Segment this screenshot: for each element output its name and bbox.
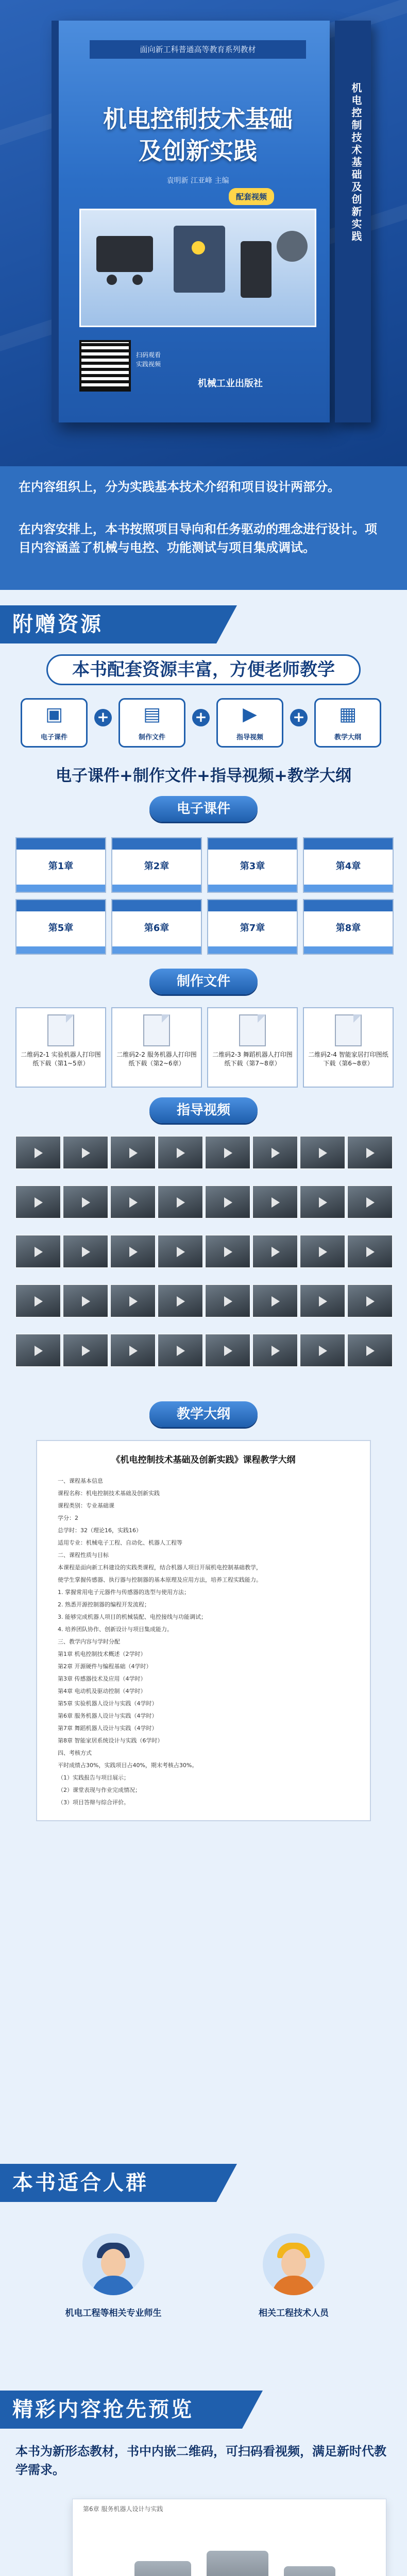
syllabus-line: 第1章 机电控制技术概述（2学时） [58,1651,146,1657]
syllabus-line: 2. 熟悉开源控制器的编程开发流程； [58,1601,150,1608]
slide-header-bar [16,838,105,850]
slide-label: 第1章 [48,861,74,872]
courseware-slide [111,837,202,893]
video-thumbnail [15,1235,61,1268]
audience-banner: 本书适合人群 [0,2164,216,2202]
video-thumbnail [158,1235,203,1268]
slide-header-bar [208,838,297,850]
play-icon [35,1148,43,1158]
play-icon [272,1197,280,1208]
sensor-icon [277,231,308,262]
syllabus-line: 一、课程基本信息 [58,1478,103,1484]
slide-header-bar [304,838,393,850]
play-icon [224,1296,232,1307]
slide-header-bar [208,900,297,911]
video-thumbnail [110,1235,156,1268]
resource-videos [216,698,283,748]
student-avatar [82,2233,144,2295]
resources-summary: 电子课件+制作文件+指导视频+教学大纲 [56,767,351,785]
play-icon [272,1346,280,1356]
syllabus-line: 第5章 实验机器人设计与实践（4学时） [58,1700,158,1707]
courseware-slide [303,899,394,955]
courseware-slide [15,837,106,893]
video-thumbnail [205,1235,250,1268]
play-icon [366,1247,375,1257]
syllabus-line: （3）项目答辩与综合评价。 [58,1799,129,1806]
play-icon [129,1346,138,1356]
video-thumbnail [205,1334,250,1367]
video-thumbnail [158,1185,203,1218]
video-thumbnail [300,1185,345,1218]
syllabus-line: 三、教学内容与学时分配 [58,1638,120,1645]
slide-footer-bar [112,885,201,892]
book-title-line1: 机电控制技术基础 [103,105,293,133]
syllabus-line: 第3章 传感器技术及应用（4学时） [58,1675,146,1682]
file-label: 二维码2-4 智能家居打印图纸下载（第6~8章） [308,1051,388,1067]
body-icon [272,2276,315,2295]
play-icon [272,1247,280,1257]
resource-syllabus [314,698,381,748]
book-publisher: 机械工业出版社 [198,378,263,389]
video-thumbnail [252,1235,298,1268]
courseware-slide [207,899,298,955]
play-icon: ▶ [243,704,257,725]
slide-footer-bar [16,946,105,954]
play-icon [35,1296,43,1307]
syllabus-line: 四、考核方式 [58,1750,92,1756]
video-thumbnail [15,1136,61,1169]
wheel-icon [107,275,117,285]
qr-note-line2: 实践视频 [136,361,161,368]
courseware-slide [207,837,298,893]
slide-label: 第7章 [240,923,265,934]
slide-footer-bar [304,885,393,892]
play-icon [129,1247,138,1257]
qr-note-line1: 扫码观看 [136,351,161,359]
slide-footer-bar [208,885,297,892]
video-pill: 指导视频 [149,1097,258,1123]
page-header: 第6章 服务机器人设计与实践 [83,2505,163,2513]
courseware-slide [303,837,394,893]
play-icon [177,1346,185,1356]
video-thumbnail [252,1334,298,1367]
file-card [303,1007,394,1088]
play-icon [224,1247,232,1257]
syllabus-line: 二、课程性质与目标 [58,1552,109,1558]
preview-page-1 [72,2499,386,2576]
file-card [111,1007,202,1088]
play-icon [177,1296,185,1307]
video-thumbnail [300,1136,345,1169]
syllabus-line: （2）课堂表现与作业完成情况； [58,1787,141,1793]
slide-header-bar [112,900,201,911]
video-thumbnail [63,1235,108,1268]
play-icon [319,1197,327,1208]
audience-engineers [216,2228,371,2347]
resource-label: 制作文件 [138,734,165,741]
video-thumbnail [347,1284,393,1317]
play-icon [35,1197,43,1208]
video-thumbnail [300,1284,345,1317]
plus-icon: + [94,709,112,726]
play-icon [35,1247,43,1257]
courseware-slide [111,899,202,955]
video-thumbnail [347,1185,393,1218]
slide-label: 第4章 [335,861,361,872]
play-icon [177,1247,185,1257]
syllabus-line: 学分：2 [58,1515,78,1521]
syllabus-line: 课程名称：机电控制技术基础及创新实践 [58,1490,160,1497]
file-icon [239,1014,266,1046]
file-card [207,1007,298,1088]
video-thumbnail [252,1284,298,1317]
file-label: 二维码2-2 服务机器人打印图纸下载（第2~6章） [116,1051,197,1067]
slide-footer-bar [304,946,393,954]
slide-footer-bar [208,946,297,954]
engineer-avatar [263,2233,325,2295]
play-icon [366,1197,375,1208]
video-thumbnail [347,1235,393,1268]
play-icon [319,1296,327,1307]
intro-paragraph-2: 在内容安排上，本书按照项目导向和任务驱动的理念进行设计。项目内容涵盖了机械与电控、功能测试与项目集成调试。 [19,522,377,555]
play-icon [319,1148,327,1158]
video-thumbnail [15,1334,61,1367]
audience-label: 相关工程技术人员 [259,2308,329,2318]
play-icon [82,1197,90,1208]
video-thumbnail [205,1136,250,1169]
video-thumbnail [347,1334,393,1367]
play-icon [272,1296,280,1307]
video-thumbnail [300,1235,345,1268]
files-pill: 制作文件 [149,969,258,994]
book-cover [52,21,330,422]
syllabus-line: 4. 培养团队协作、创新设计与项目集成能力。 [58,1626,173,1633]
syllabus-line: 总学时：32（理论16，实践16） [58,1527,142,1534]
slides-icon: ▣ [45,704,63,725]
play-icon [35,1346,43,1356]
book-title [79,103,316,167]
video-thumbnail [63,1136,108,1169]
resource-label: 电子课件 [40,734,67,741]
play-icon [319,1346,327,1356]
book-authors: 袁明新 江亚峰 主编 [166,177,229,185]
audience-students [36,2228,191,2347]
body-icon [92,2276,135,2295]
play-icon [82,1296,90,1307]
slide-header-bar [304,900,393,911]
slide-header-bar [112,838,201,850]
syllabus-icon: ▦ [338,704,357,725]
slide-label: 第8章 [335,923,361,934]
face-icon [281,2249,306,2278]
slide-header-bar [16,900,105,911]
file-icon [47,1014,74,1046]
video-thumbnail [110,1136,156,1169]
syllabus-pill: 教学大纲 [149,1401,258,1427]
video-thumbnail [205,1185,250,1218]
slide-label: 第5章 [48,923,74,934]
slide-footer-bar [16,885,105,892]
video-thumbnail [63,1185,108,1218]
video-thumbnail [347,1136,393,1169]
slide-footer-bar [112,946,201,954]
syllabus-line: 第2章 开源硬件与编程基础（4学时） [58,1663,152,1670]
face-icon [101,2249,126,2278]
play-icon [366,1148,375,1158]
syllabus-line: 1. 掌握常用电子元器件与传感器的选型与使用方法； [58,1589,190,1596]
book-cover-photo [79,209,316,327]
wheel-icon [132,275,143,285]
syllabus-title: 《机电控制技术基础及创新实践》课程教学大纲 [111,1455,296,1465]
video-thumbnail [158,1334,203,1367]
syllabus-line: 使学生掌握传感器、执行器与控制器的基本原理及应用方法，培养工程实践能力。 [58,1577,262,1583]
play-icon [224,1148,232,1158]
book-badge: 配套视频 [229,188,274,205]
audience-label: 机电工程等相关专业师生 [65,2308,162,2318]
resource-label: 指导视频 [236,734,263,741]
video-thumbnail [110,1334,156,1367]
courseware-slide [15,899,106,955]
syllabus-line: 第8章 智能家居系统设计与实践（6学时） [58,1737,163,1744]
robot-car-icon [96,236,153,272]
syllabus-document [36,1440,371,1821]
play-icon [224,1197,232,1208]
syllabus-line: 课程类别：专业基础课 [58,1502,114,1509]
intro-section [0,466,407,590]
play-icon [129,1148,138,1158]
play-icon [82,1247,90,1257]
resource-courseware [21,698,88,748]
play-icon [129,1296,138,1307]
syllabus-line: 适用专业：机械电子工程、自动化、机器人工程等 [58,1539,182,1546]
file-label: 二维码2-3 舞蹈机器人打印图纸下载（第7~8章） [212,1051,293,1067]
syllabus-line: 平时成绩占30%，实践项目占40%，期末考核占30%。 [58,1762,198,1769]
video-thumbnail [110,1284,156,1317]
video-thumbnail [158,1284,203,1317]
play-icon [366,1346,375,1356]
resource-label: 教学大纲 [334,734,361,741]
syllabus-line: 第7章 舞蹈机器人设计与实践（4学时） [58,1725,158,1732]
book-spine [335,21,371,422]
play-icon [272,1148,280,1158]
document-icon: ▤ [143,704,161,725]
hero-cover-section [0,0,407,466]
syllabus-line: 第6章 服务机器人设计与实践（4学时） [58,1713,158,1719]
cover-qr-note [136,350,161,369]
video-thumbnail [110,1185,156,1218]
syllabus-line: （1）实践报告与项目展示； [58,1774,129,1781]
led-icon [192,241,205,255]
spine-title: 机电控制技术基础及创新实践 [350,82,362,243]
robot-figure [207,2551,268,2576]
play-icon [319,1247,327,1257]
video-thumbnail [300,1334,345,1367]
resource-files [118,698,185,748]
resources-banner: 附赠资源 [0,605,216,643]
robot-arm-icon [241,241,272,298]
play-icon [177,1148,185,1158]
courseware-pill: 电子课件 [149,796,258,822]
play-icon [177,1197,185,1208]
robot-figure [134,2561,191,2576]
video-thumbnail [63,1334,108,1367]
book-series: 面向新工科普通高等教育系列教材 [90,40,306,59]
controller-board-icon [174,226,225,293]
slide-label: 第3章 [240,861,265,872]
plus-icon: + [192,709,210,726]
play-icon [224,1346,232,1356]
file-card [15,1007,106,1088]
file-icon [143,1014,170,1046]
file-label: 二维码2-1 实验机器人打印图纸下载（第1~5章） [21,1051,101,1067]
video-thumbnail [252,1136,298,1169]
book-title-line2: 及创新实践 [139,137,257,165]
play-icon [366,1296,375,1307]
syllabus-line: 第4章 电动机及驱动控制（4学时） [58,1688,146,1694]
video-thumbnail [205,1284,250,1317]
video-thumbnail [252,1185,298,1218]
intro-paragraph-1: 在内容组织上，分为实践基本技术介绍和项目设计两部分。 [19,480,340,494]
video-thumbnail [158,1136,203,1169]
preview-intro: 本书为新形态教材，书中内嵌二维码，可扫码看视频，满足新时代教学需求。 [15,2444,386,2477]
slide-label: 第6章 [144,923,169,934]
play-icon [82,1148,90,1158]
cover-qr-code [79,340,131,392]
syllabus-line: 本课程是面向新工科建设的实践类课程，结合机器人项目开展机电控制基础教学， [58,1564,262,1571]
play-icon [82,1346,90,1356]
slide-label: 第2章 [144,861,169,872]
video-thumbnail [15,1284,61,1317]
video-thumbnail [63,1284,108,1317]
plus-icon: + [290,709,308,726]
preview-banner: 精彩内容抢先预览 [0,2391,242,2429]
play-icon [129,1197,138,1208]
video-thumbnail [15,1185,61,1218]
file-icon [335,1014,362,1046]
syllabus-line: 3. 能够完成机器人项目的机械装配、电控接线与功能调试； [58,1614,207,1620]
robot-figure [284,2566,335,2576]
resources-subtitle: 本书配套资源丰富，方便老师教学 [46,654,361,685]
